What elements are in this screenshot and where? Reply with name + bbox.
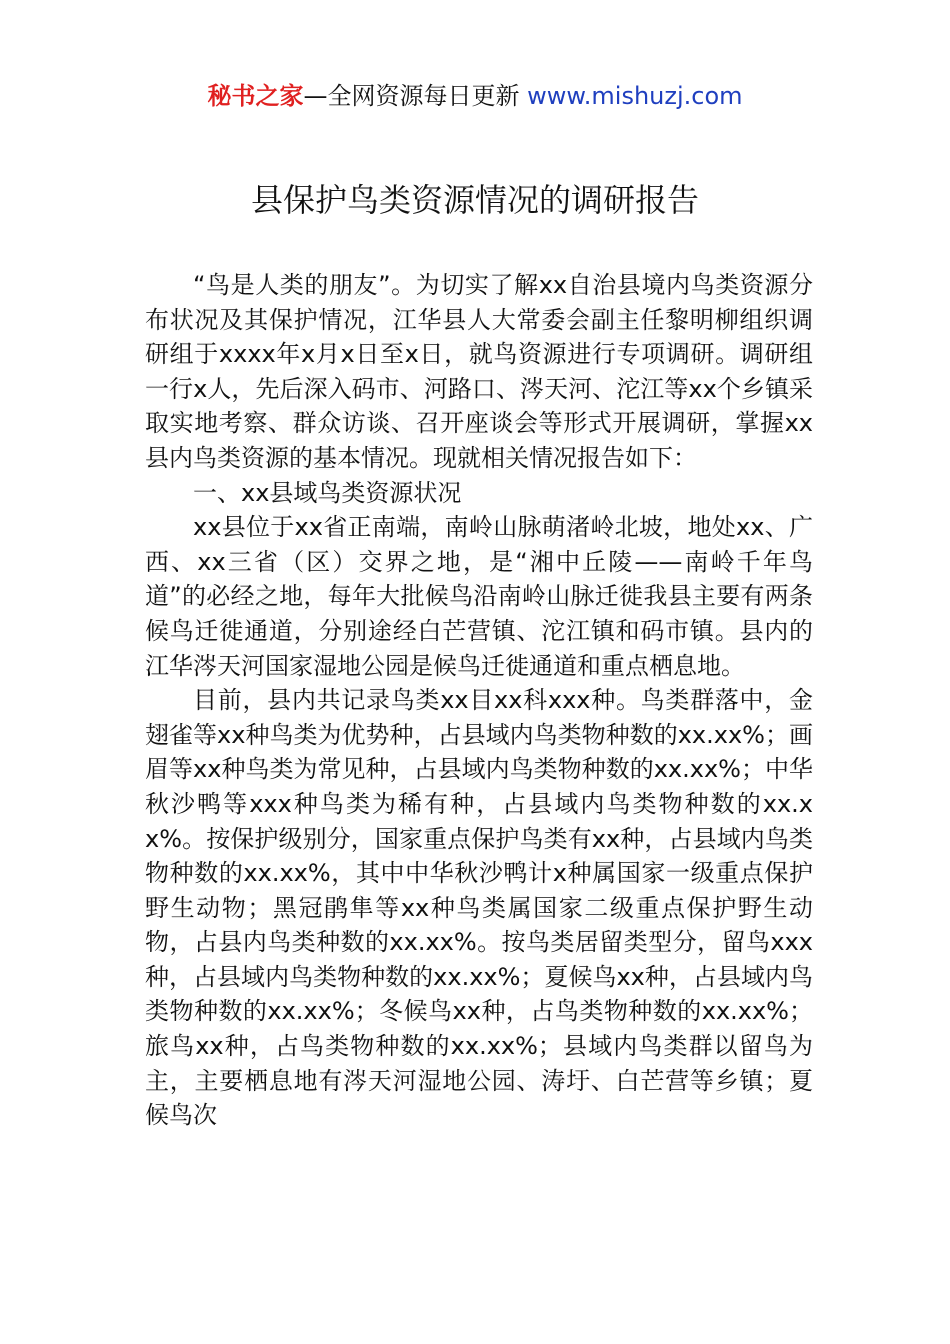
intro-paragraph: “鸟是人类的朋友”。为切实了解xx自治县境内鸟类资源分布状况及其保护情况，江华县人大常委会副主任黎明柳组织调研组于xxxx年x月x日至x日，就鸟资源进行专项调研。调研组一行x人，先后深入码市、河路口、涔天河、沱江等xx个乡镇采取实地考察、群众访谈、召开座谈会等形式开展调研，掌握xx县内鸟类资源的基本情况。现就相关情况报告如下： <box>145 271 813 472</box>
section-heading: 一、xx县域鸟类资源状况 <box>193 478 462 507</box>
brand-name: 秘书之家 <box>207 82 304 110</box>
header-tagline: —全网资源每日更新 <box>303 82 520 110</box>
species-paragraph: 目前，县内共记录鸟类xx目xx科xxx种。鸟类群落中，金翅雀等xx种鸟类为优势种，占县域内鸟类物种数的xx.xx%；画眉等xx种鸟类为常见种，占县域内鸟类物种数的xx.xx%；中华秋沙鸭等xxx种鸟类为稀有种，占县域内鸟类物种数的xx.xx%。按保护级别分，国家重点保护鸟类有xx种，占县域内鸟类物种数的xx.xx%，其中中华秋沙鸭计x种属国家一级重点保护野生动物；黑冠鹃隼等xx种鸟类属国家二级重点保护野生动物，占县内鸟类种数的xx.xx%。按鸟类居留类型分，留鸟xxx种，占县域内鸟类物种数的xx.xx%；夏候鸟xx种，占县域内鸟类物种数的xx.xx%；冬候鸟xx种，占鸟类物种数的xx.xx%；旅鸟xx种，占鸟类物种数的xx.xx%；县域内鸟类群以留鸟为主，主要栖息地有涔天河湿地公园、涛圩、白芒营等乡镇；夏候鸟次 <box>145 686 813 1130</box>
site-url[interactable]: www.mishuzj.com <box>527 82 743 110</box>
geography-paragraph: xx县位于xx省正南端，南岭山脉萌渚岭北坡，地处xx、广西、xx三省（区）交界之地，是“湘中丘陵——南岭千年鸟道”的必经之地，每年大批候鸟沿南岭山脉迁徙我县主要有两条候鸟迁徙通道，分别途经白芒营镇、沱江镇和码市镇。县内的江华涔天河国家湿地公园是候鸟迁徙通道和重点栖息地。 <box>145 513 813 680</box>
site-header <box>0 80 950 112</box>
document-body <box>145 268 813 1133</box>
document-title: 县保护鸟类资源情况的调研报告 <box>250 181 699 219</box>
